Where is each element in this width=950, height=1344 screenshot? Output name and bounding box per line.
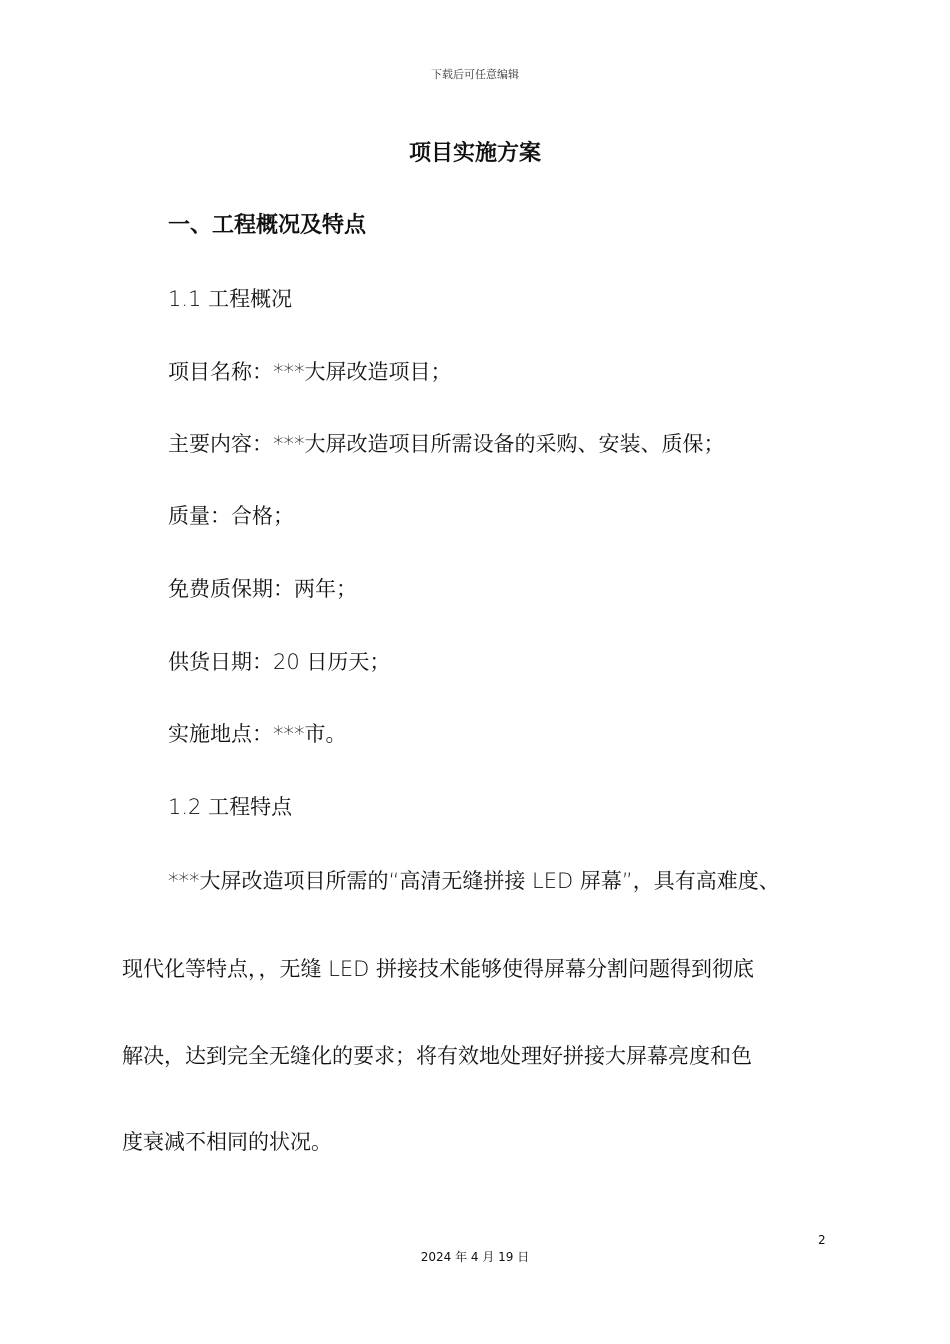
paragraph-line: 度衰减不相同的状况。 — [122, 1130, 332, 1154]
footer-date: 2024 年 4 月 19 日 — [420, 1250, 530, 1264]
supply-date-line: 供货日期：20 日历天； — [168, 650, 391, 674]
paragraph-line: 解决，达到完全无缝化的要求；将有效地处理好拼接大屏幕亮度和色 — [122, 1044, 752, 1068]
document-title: 项目实施方案 — [408, 141, 541, 166]
main-content-line: 主要内容：***大屏改造项目所需设备的采购、安装、质保； — [168, 432, 725, 456]
quality-line: 质量：合格； — [168, 504, 294, 528]
location-line: 实施地点：***市。 — [168, 722, 347, 746]
page-number: 2 — [818, 1233, 826, 1247]
subsection-heading: 1.2 工程特点 — [168, 795, 293, 819]
project-name-line: 项目名称：***大屏改造项目； — [168, 360, 452, 384]
subsection-heading: 1.1 工程概况 — [168, 287, 293, 311]
warranty-line: 免费质保期：两年； — [168, 577, 357, 601]
header-note: 下载后可任意编辑 — [431, 68, 519, 81]
paragraph-line: 现代化等特点，，无缝 LED 拼接技术能够使得屏幕分割问题得到彻底 — [122, 957, 754, 981]
paragraph-line: ***大屏改造项目所需的“高清无缝拼接 LED 屏幕”，具有高难度、 — [168, 869, 780, 893]
section-heading: 一、工程概况及特点 — [168, 213, 367, 238]
